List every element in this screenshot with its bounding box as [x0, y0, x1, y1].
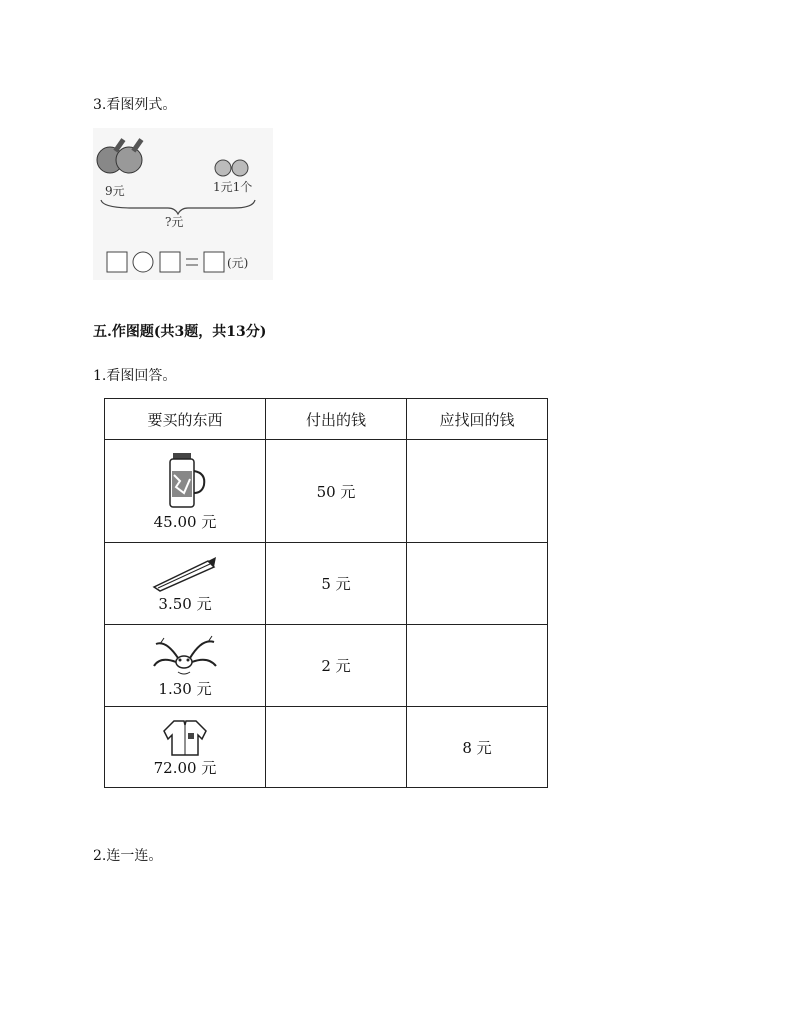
paid-cell: 5 元 [266, 543, 407, 625]
question-3-label: 3.看图列式。 [93, 97, 177, 113]
question-1-label: 1.看图回答。 [93, 368, 177, 384]
table-row [105, 440, 548, 543]
item-cell [105, 625, 266, 707]
unit-label: (元) [227, 256, 249, 270]
toy-crab-icon [150, 632, 220, 678]
change-cell[interactable] [407, 543, 548, 625]
shirt-icon [160, 717, 210, 757]
change-cell[interactable] [407, 625, 548, 707]
table-row [105, 543, 548, 625]
item-price: 3.50 元 [158, 595, 212, 613]
header-paid: 付出的钱 [266, 399, 407, 440]
paid-cell: 50 元 [266, 440, 407, 543]
ping-pong-figure [93, 128, 273, 280]
change-cell[interactable] [407, 440, 548, 543]
header-change: 应找回的钱 [407, 399, 548, 440]
item-price: 45.00 元 [153, 512, 217, 531]
table-row [105, 707, 548, 788]
table-header-row [105, 399, 548, 440]
item-price: 1.30 元 [158, 680, 212, 698]
thermos-icon [160, 451, 210, 511]
item-cell [105, 707, 266, 788]
right-price-label: 1元1个 [213, 180, 253, 194]
change-cell: 8 元 [407, 707, 548, 788]
left-price-label: 9元 [105, 184, 125, 198]
item-cell [105, 440, 266, 543]
shopping-table [104, 398, 548, 788]
answer-box[interactable] [160, 252, 180, 272]
paddle-icon [97, 138, 143, 173]
question-2-label: 2.连一连。 [93, 848, 163, 864]
header-item: 要买的东西 [105, 399, 266, 440]
paid-cell[interactable] [266, 707, 407, 788]
pencil-icon [150, 553, 220, 593]
item-price: 72.00 元 [153, 758, 217, 777]
table-row [105, 625, 548, 707]
section-title: 五.作图题(共3题，共13分) [93, 324, 267, 340]
item-cell [105, 543, 266, 625]
paid-cell: 2 元 [266, 625, 407, 707]
answer-box[interactable] [204, 252, 224, 272]
total-label: ?元 [165, 215, 184, 229]
ball-icon [215, 160, 248, 176]
answer-box[interactable] [107, 252, 127, 272]
operator-circle[interactable] [133, 252, 153, 272]
